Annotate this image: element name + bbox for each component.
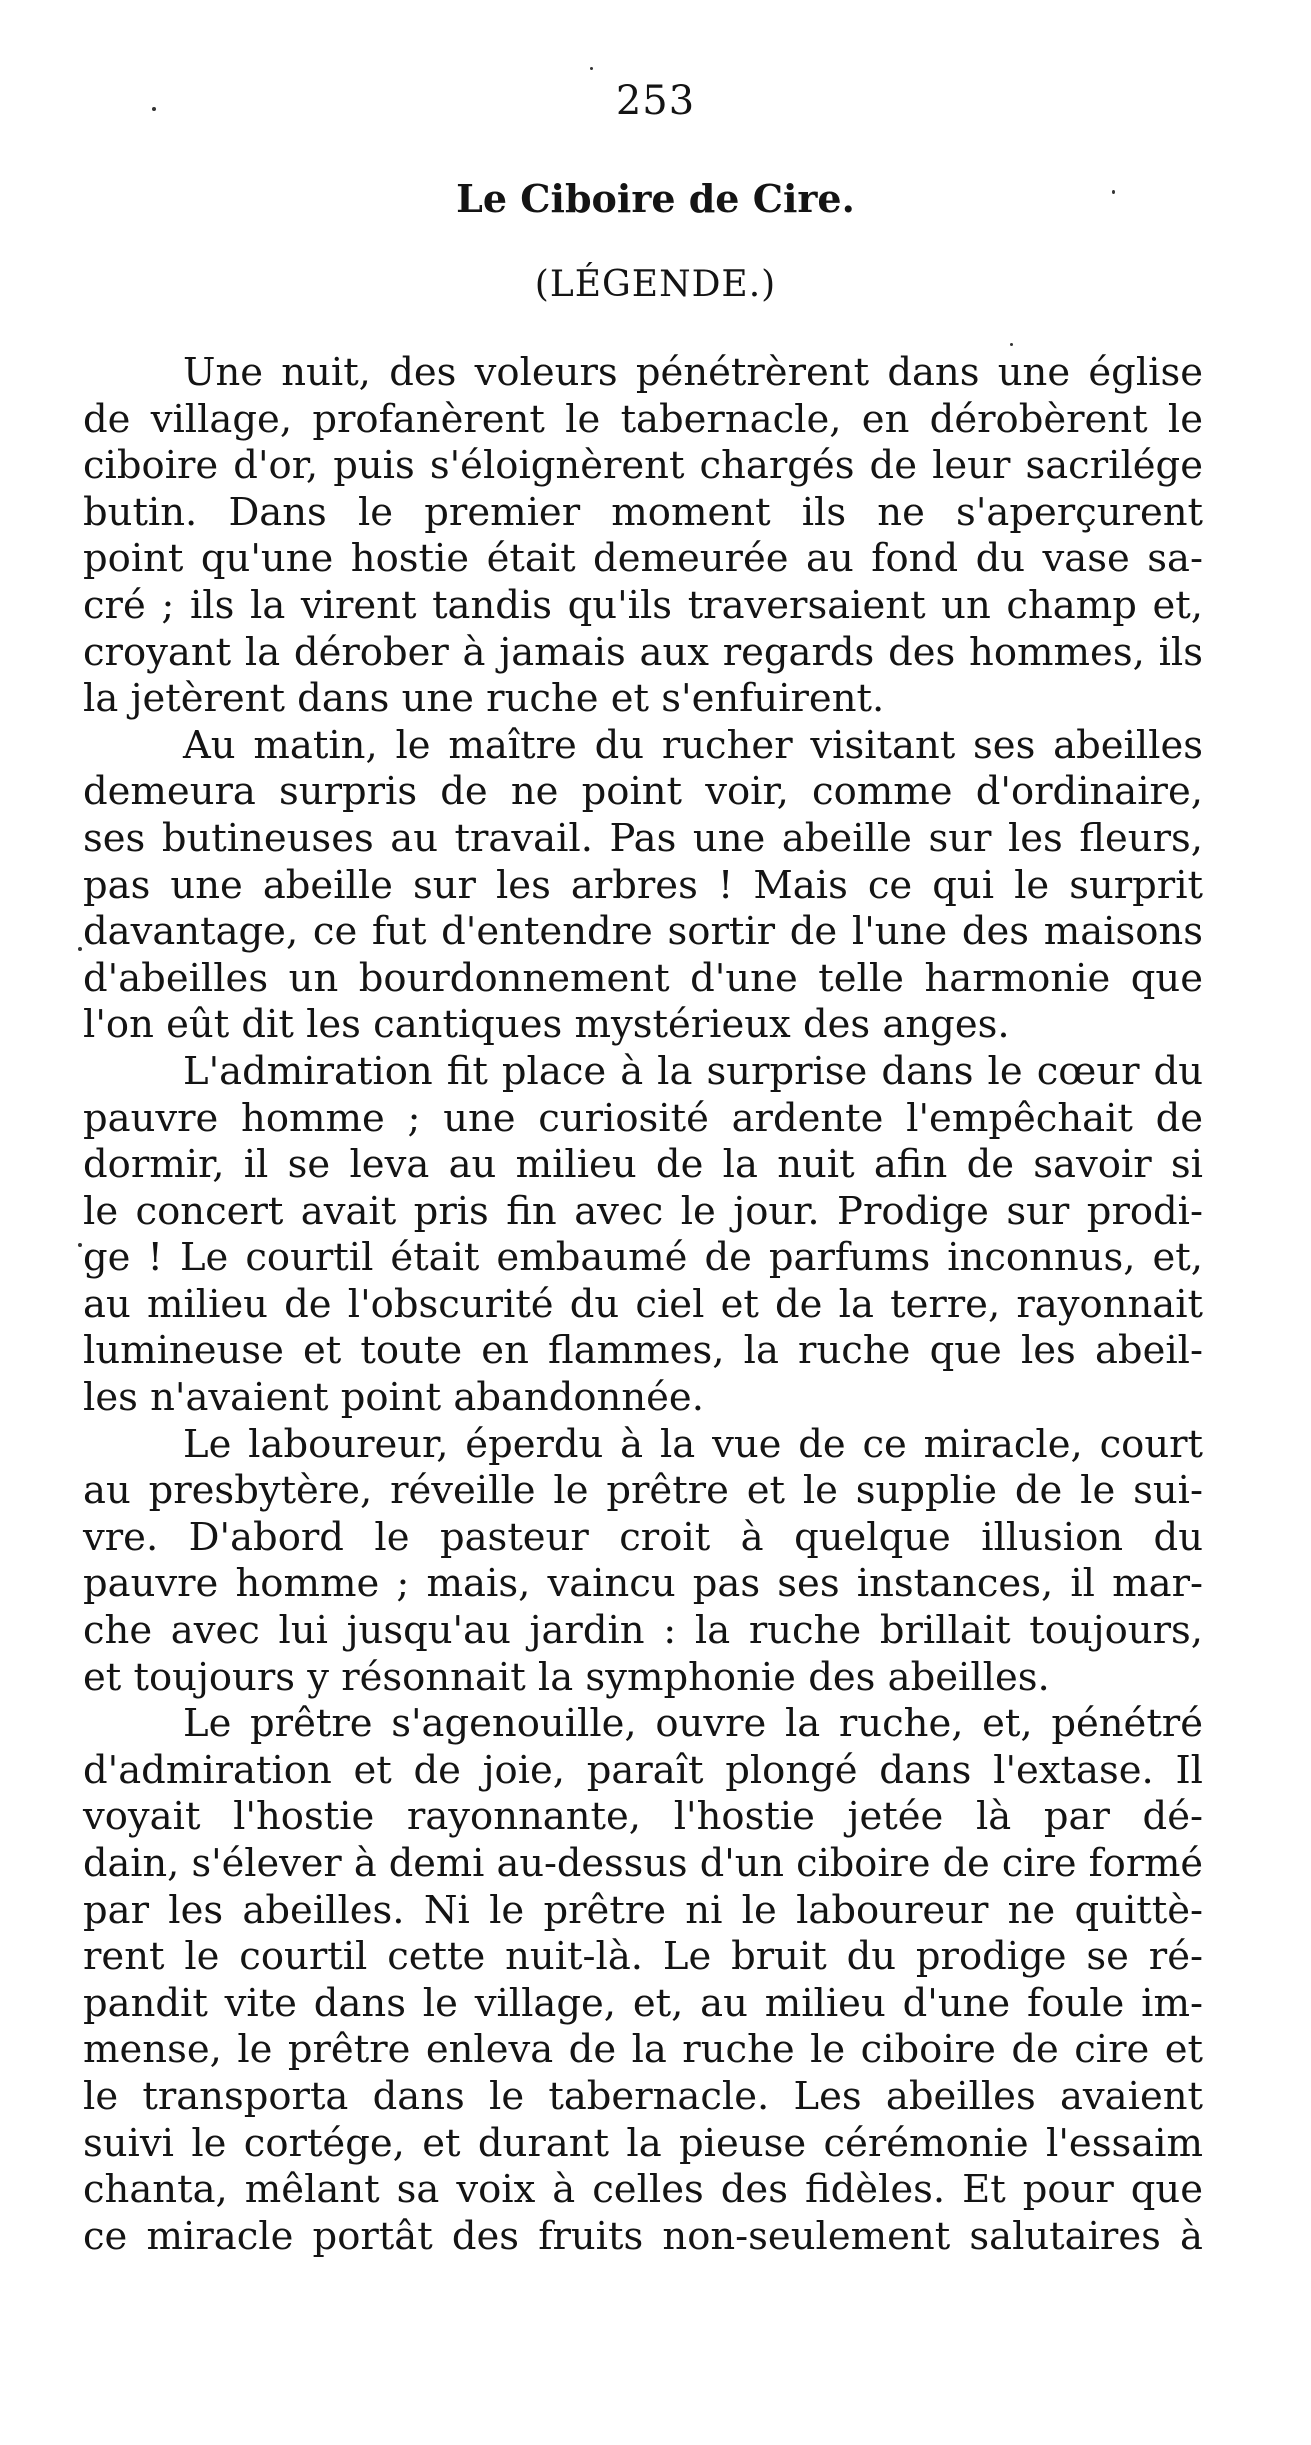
scan-speck [78, 947, 82, 951]
text-line: dain, s'élever à demi au-dessus d'un ciboire de cire formé [83, 1841, 1204, 1886]
chapter-subtitle: (LÉGENDE.) [534, 264, 777, 305]
text-line: Une nuit, des voleurs pénétrèrent dans une église [183, 350, 1203, 395]
paragraph [83, 1422, 1203, 1702]
text-line: mense, le prêtre enleva de la ruche le ciboire de cire et [83, 2027, 1203, 2073]
scan-speck [152, 107, 156, 111]
scan-speck [1112, 190, 1115, 194]
text-line: Le laboureur, éperdu à la vue de ce miracle, court [183, 1421, 1203, 1467]
text-line: L'admiration fit place à la surprise dans le cœur du [183, 1048, 1203, 1094]
text-line: dormir, il se leva au milieu de la nuit afin de savoir si [83, 1142, 1203, 1188]
text-line: che avec lui jusqu'au jardin : la ruche brillait toujours, [83, 1608, 1203, 1654]
text-line: pas une abeille sur les arbres ! Mais ce qui le surprit [83, 862, 1203, 908]
text-line: au presbytère, réveille le prêtre et le supplie de le sui- [83, 1468, 1203, 1514]
scan-speck [590, 67, 593, 70]
text-line: au milieu de l'obscurité du ciel et de la terre, rayonnait [83, 1281, 1203, 1327]
scan-speck [1010, 343, 1013, 346]
text-line: croyant la dérober à jamais aux regards des hommes, ils [83, 629, 1203, 675]
text-line: de village, profanèrent le tabernacle, en dérobèrent le [83, 396, 1203, 442]
text-line: voyait l'hostie rayonnante, l'hostie jetée là par dé- [83, 1794, 1203, 1840]
text-line: butin. Dans le premier moment ils ne s'aperçurent [83, 489, 1203, 535]
text-line: pandit vite dans le village, et, au milieu d'une foule im- [83, 1980, 1203, 2026]
text-line: ciboire d'or, puis s'éloignèrent chargés de leur sacrilége [83, 443, 1203, 489]
text-line: pauvre homme ; mais, vaincu pas ses instances, il mar- [83, 1561, 1203, 1607]
body-text [83, 350, 1203, 2260]
text-line: l'on eût dit les cantiques mystérieux des anges. [83, 1002, 1010, 1048]
text-line: Au matin, le maître du rucher visitant ses abeilles [183, 722, 1203, 768]
scan-speck [78, 1243, 82, 1247]
page-number: 253 [615, 78, 696, 124]
text-line: par les abeilles. Ni le prêtre ni le laboureur ne quittè- [83, 1887, 1203, 1933]
text-line: ce miracle portât des fruits non-seulement salutaires à [83, 2213, 1203, 2259]
paragraph [83, 1701, 1203, 2260]
paragraph [83, 1049, 1203, 1422]
text-line: davantage, ce fut d'entendre sortir de l'une des maisons [83, 909, 1203, 955]
text-line: le transporta dans le tabernacle. Les abeilles avaient [83, 2073, 1203, 2119]
paragraph [83, 350, 1203, 723]
text-line: lumineuse et toute en flammes, la ruche que les abeil- [83, 1328, 1203, 1374]
text-line: pauvre homme ; une curiosité ardente l'empêchait de [83, 1095, 1203, 1141]
text-line: ses butineuses au travail. Pas une abeille sur les fleurs, [83, 815, 1203, 861]
paragraph [83, 723, 1203, 1049]
text-line: le concert avait pris fin avec le jour. Prodige sur prodi- [83, 1188, 1203, 1234]
text-line: point qu'une hostie était demeurée au fond du vase sa- [83, 536, 1203, 582]
text-line: les n'avaient point abandonnée. [83, 1375, 704, 1421]
text-line: d'abeilles un bourdonnement d'une telle harmonie que [83, 955, 1203, 1001]
text-line: suivi le cortége, et durant la pieuse cérémonie l'essaim [83, 2120, 1203, 2166]
text-line: chanta, mêlant sa voix à celles des fidèles. Et pour que [83, 2167, 1203, 2213]
text-line: et toujours y résonnait la symphonie des abeilles. [83, 1654, 1050, 1700]
text-line: ge ! Le courtil était embaumé de parfums inconnus, et, [83, 1235, 1203, 1281]
text-line: Le prêtre s'agenouille, ouvre la ruche, et, pénétré [183, 1701, 1203, 1747]
text-line: la jetèrent dans une ruche et s'enfuirent. [83, 676, 885, 722]
text-line: rent le courtil cette nuit-là. Le bruit du prodige se ré- [83, 1934, 1203, 1980]
text-line: vre. D'abord le pasteur croit à quelque illusion du [83, 1514, 1203, 1560]
text-line: cré ; ils la virent tandis qu'ils traversaient un champ et, [83, 582, 1203, 628]
chapter-title: Le Ciboire de Cire. [456, 176, 855, 221]
text-line: d'admiration et de joie, paraît plongé dans l'extase. Il [83, 1747, 1203, 1793]
text-line: demeura surpris de ne point voir, comme d'ordinaire, [83, 769, 1203, 815]
